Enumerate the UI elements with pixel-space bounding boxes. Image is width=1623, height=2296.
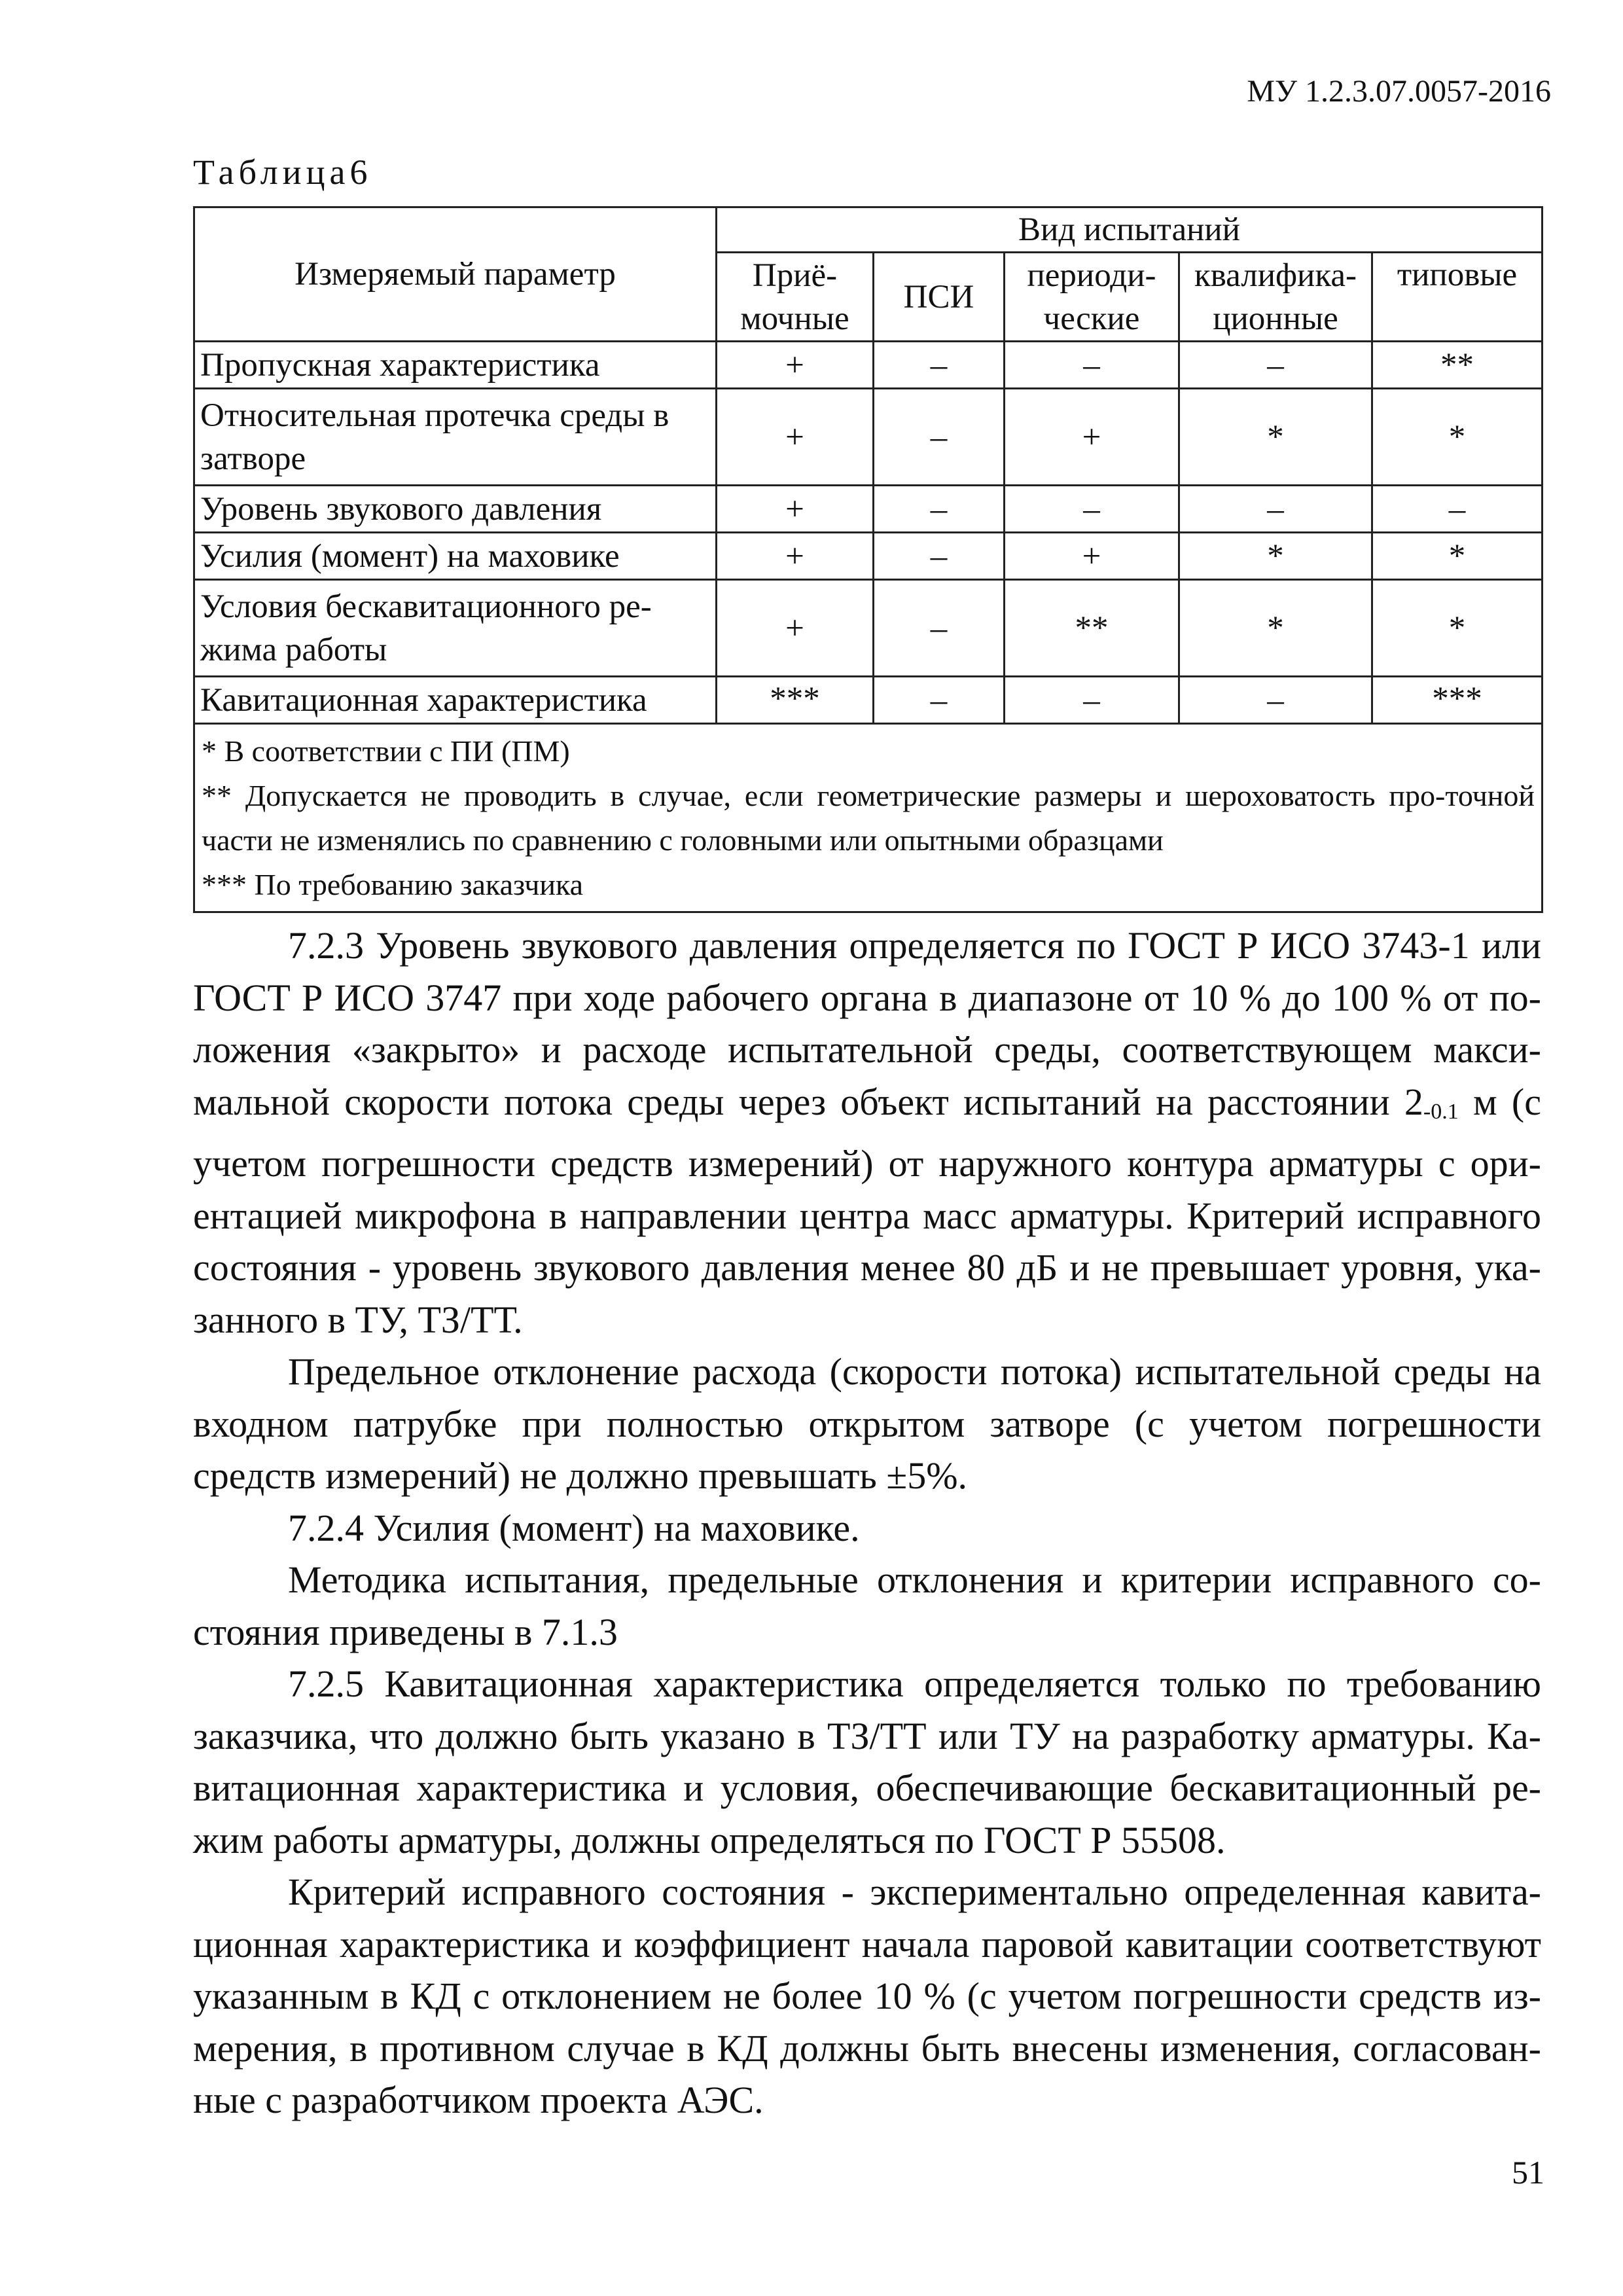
row-cell: * (1372, 389, 1543, 486)
row-cell: + (717, 389, 874, 486)
table-row (194, 677, 1543, 724)
row-cell: – (1005, 677, 1179, 724)
test-types-group-header: Вид испытаний (717, 207, 1543, 253)
table-row (194, 533, 1543, 580)
row-cell: *** (1372, 677, 1543, 724)
body-text (193, 920, 1541, 2126)
paragraph-criterion: Критерий исправного состояния - экспериментально определенная кавита-ционная характеристика и коэффициент начала паровой кавитации соответствуют указанным в КД с отклонением не более 10 % (с учетом погрешности средств из-мерения, в противном случае в КД должны быть внесены изменения, согласован-ные с разработчиком проекта АЭС. (193, 1871, 1541, 2121)
row-cell: + (717, 342, 874, 389)
row-cell: *** (717, 677, 874, 724)
row-cell: – (1179, 486, 1372, 533)
paragraph-flow-deviation: Предельное отклонение расхода (скорости потока) испытательной среды на входном патрубке при полностью открытом затворе (с учетом погрешности средств измерений) не должно превышать ±5%. (193, 1350, 1541, 1497)
row-param: Условия бескавитационного ре-жима работы (194, 580, 717, 677)
row-cell: * (1179, 533, 1372, 580)
paragraph-7-2-4: 7.2.4 Усилия (момент) на маховике. (288, 1506, 860, 1549)
row-cell: – (1005, 342, 1179, 389)
page-number: 51 (1512, 2154, 1544, 2191)
note-1: * В соответствии с ПИ (ПМ) (202, 734, 570, 768)
row-cell: – (874, 389, 1005, 486)
table-row (194, 342, 1543, 389)
column-header-qualification: квалифика- ционные (1179, 253, 1372, 342)
table-row (194, 580, 1543, 677)
note-2: ** Допускается не проводить в случае, если геометрические размеры и шероховатость про-точной части не изменялись по сравнению с головными или опытными образцами (202, 778, 1535, 857)
test-types-table (193, 206, 1543, 913)
tolerance-subscript: -0.1 (1423, 1099, 1459, 1124)
row-cell: * (1372, 533, 1543, 580)
row-cell: ** (1372, 342, 1543, 389)
row-param: Кавитационная характеристика (194, 677, 717, 724)
row-cell: – (1179, 677, 1372, 724)
table-notes (194, 724, 1543, 912)
row-cell: + (1005, 389, 1179, 486)
row-param: Пропускная характеристика (194, 342, 717, 389)
row-cell: + (1005, 533, 1179, 580)
row-cell: – (874, 342, 1005, 389)
row-cell: * (1179, 389, 1372, 486)
column-header-acceptance: Приё- мочные (717, 253, 874, 342)
column-header-periodic: периоди- ческие (1005, 253, 1179, 342)
table-caption: Таблица6 (193, 152, 372, 192)
row-cell: – (1372, 486, 1543, 533)
row-param: Уровень звукового давления (194, 486, 717, 533)
row-param: Относительная протечка среды в затворе (194, 389, 717, 486)
document-code: МУ 1.2.3.07.0057-2016 (1247, 74, 1551, 109)
table-notes-row (194, 724, 1543, 912)
paragraph-method: Методика испытания, предельные отклонения и критерии исправного со-стояния приведены в 7.1.3 (193, 1558, 1541, 1653)
row-cell: – (874, 486, 1005, 533)
paragraph-7-2-5: 7.2.5 Кавитационная характеристика определяется только по требованию заказчика, что должно быть указано в ТЗ/ТТ или ТУ на разработку арматуры. Ка-витационная характеристика и условия, обеспечивающие бескавитационный ре-жим работы арматуры, должны определяться по ГОСТ Р 55508. (193, 1662, 1541, 1861)
row-cell: – (874, 677, 1005, 724)
row-cell: + (717, 580, 874, 677)
row-cell: – (1005, 486, 1179, 533)
column-header-type: типовые (1372, 253, 1543, 342)
row-cell: ** (1005, 580, 1179, 677)
param-column-header: Измеряемый параметр (194, 207, 717, 342)
row-cell: – (874, 580, 1005, 677)
row-cell: + (717, 486, 874, 533)
table-header-row (194, 207, 1543, 253)
row-cell: * (1179, 580, 1372, 677)
note-3: *** По требованию заказчика (202, 867, 584, 901)
row-cell: – (1179, 342, 1372, 389)
row-cell: + (717, 533, 874, 580)
column-header-psi: ПСИ (874, 253, 1005, 342)
row-param: Усилия (момент) на маховике (194, 533, 717, 580)
table-row (194, 389, 1543, 486)
paragraph-7-2-3: 7.2.3 Уровень звукового давления определяется по ГОСТ Р ИСО 3743-1 или ГОСТ Р ИСО 3747 при ходе рабочего органа в диапазоне от 10 % до 100 % от по-ложения «закрыто» и расходе испытательной среды, соответствующем макси-мальной скорости потока среды через объект испытаний на расстоянии $2_{-0.1}$ м (с учетом погрешности средств измерений) от наружного контура арматуры с ори-ентацией микрофона в направлении центра масс арматуры. Критерий исправного состояния - уровень звукового давления менее 80 дБ и не превышает уровня, ука-занного в ТУ, ТЗ/ТТ. (193, 924, 1541, 1341)
table-row (194, 486, 1543, 533)
row-cell: – (874, 533, 1005, 580)
row-cell: * (1372, 580, 1543, 677)
